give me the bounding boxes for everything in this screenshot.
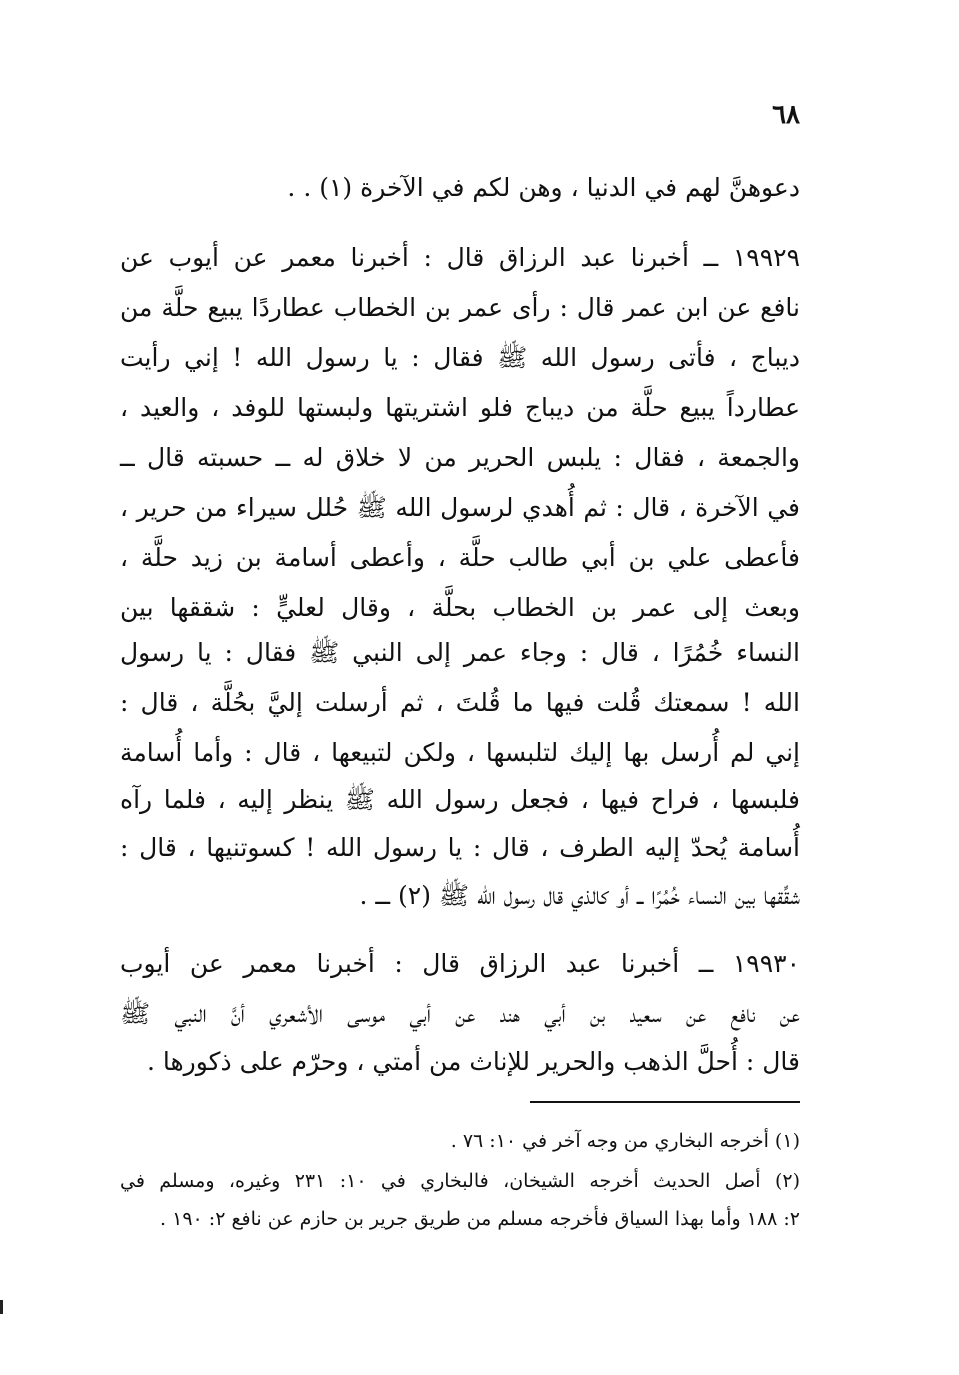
hadith-19929-line: عطارداً يبيع حلَّة من ديباج فلو اشتريتها ولبستها للوفد ، والعيد ، bbox=[120, 393, 800, 422]
hadith-19929-line: فأعطى علي بن أبي طالب حلَّة ، وأعطى أسامة بن زيد حلَّة ، bbox=[120, 543, 800, 572]
hadith-19930-line: قال : أُحلَّ الذهب والحرير للإناث من أمتي ، وحرّم على ذكورها . bbox=[146, 1047, 800, 1076]
hadith-19929-line: في الآخرة ، قال : ثم أُهدي لرسول الله ﷺ حُلل سيراء من حرير ، bbox=[120, 493, 800, 522]
footnote-1: (١) أخرجه البخاري من وجه آخر في ١٠: ٧٦ . bbox=[450, 1130, 800, 1152]
hadith-19930-line: ١٩٩٣٠ ــ أخبرنا عبد الرزاق قال : أخبرنا معمر عن أيوب bbox=[120, 949, 800, 978]
hadith-19929-line: والجمعة ، فقال : يلبس الحرير من لا خلاق له ــ حسبته قال ــ bbox=[120, 443, 800, 472]
intro-line: دعوهنَّ لهم في الدنيا ، وهن لكم في الآخرة (١) . . bbox=[287, 173, 800, 202]
footnote-2-continuation: ٢: ١٨٨ وأما بهذا السياق فأخرجه مسلم من طريق جرير بن حازم عن نافع ٢: ١٩٠ . bbox=[160, 1208, 800, 1230]
hadith-19929-line: النساء خُمُرًا ، قال : وجاء عمر إلى النبي ﷺ فقال : يا رسول bbox=[120, 638, 800, 667]
footnote-2: (٢) أصل الحديث أخرجه الشيخان، فالبخاري في ١٠: ٢٣١ وغيره، ومسلم في bbox=[120, 1170, 800, 1192]
hadith-19929-line: شقِّقها بين النساء خُمُرًا ــ أو كالذي قال رسول الله ﷺ (٢) ــ . bbox=[359, 881, 800, 910]
hadith-19929-line: وبعث إلى عمر بن الخطاب بحلَّة ، وقال لعليٍّ : شققها بين bbox=[120, 593, 800, 622]
hadith-19929-line: فلبسها ، فراح فيها ، فجعل رسول الله ﷺ ينظر إليه ، فلما رآه bbox=[120, 785, 800, 814]
hadith-19929-line: نافع عن ابن عمر قال : رأى عمر بن الخطاب عطاردًا يبيع حلَّة من bbox=[120, 293, 800, 322]
footnote-separator bbox=[530, 1101, 800, 1103]
scan-edge-mark bbox=[0, 1300, 3, 1314]
hadith-19929-line: ديباج ، فأتى رسول الله ﷺ فقال : يا رسول الله ! إني رأيت bbox=[120, 343, 800, 372]
hadith-19929-line: أُسامة يُحدّ إليه الطرف ، قال : يا رسول الله ! كسوتنيها ، قال : bbox=[120, 833, 800, 862]
page-number: ٦٨ bbox=[772, 100, 800, 130]
hadith-19929-line: الله ! سمعتك قُلت فيها ما قُلتَ ، ثم أرسلت إليَّ بحُلَّة ، قال : bbox=[120, 688, 800, 717]
hadith-19930-line: عن نافع عن سعيد بن أبي هند عن أبي موسى الأشعري أنَّ النبي ﷺ bbox=[120, 999, 800, 1028]
hadith-19929-line: إني لم أُرسل بها إليك لتلبسها ، ولكن لتبيعها ، قال : وأما أُسامة bbox=[120, 738, 800, 767]
hadith-19929-line: ١٩٩٢٩ ــ أخبرنا عبد الرزاق قال : أخبرنا معمر عن أيوب عن bbox=[120, 243, 800, 272]
